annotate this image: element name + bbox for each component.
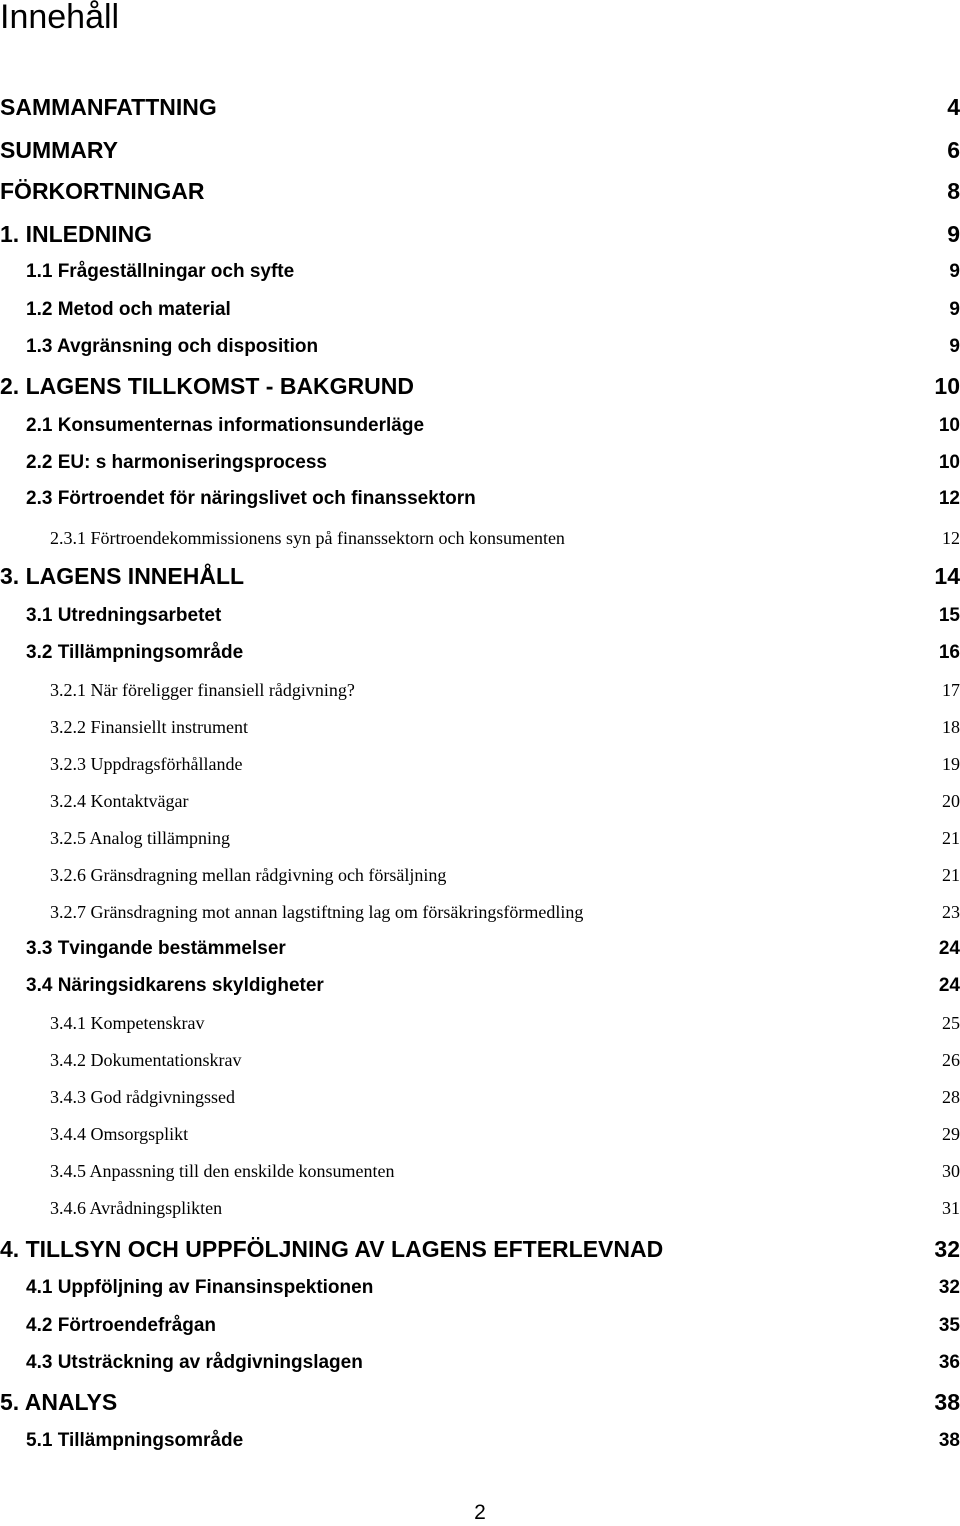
toc-entry-label: 2.1 Konsumenternas informationsunderläge (26, 415, 425, 436)
toc-entry-label: 3. LAGENS INNEHÅLL (0, 563, 245, 589)
toc-entry-label: 3.4.6 Avrådningsplikten (50, 1198, 223, 1218)
toc-entry-label: 5. ANALYS (0, 1389, 118, 1415)
toc-entry-label: 2.3 Förtroendet för näringslivet och finanssektorn (26, 488, 476, 509)
toc-entry-label: 3.4.4 Omsorgsplikt (50, 1124, 189, 1144)
toc-entry[interactable] (50, 900, 960, 924)
toc-entry[interactable] (50, 1122, 960, 1146)
toc-entry-label: 4. TILLSYN OCH UPPFÖLJNING AV LAGENS EFTERLEVNAD (0, 1236, 664, 1262)
toc-entry-label: 4.1 Uppföljning av Finansinspektionen (26, 1277, 374, 1298)
toc-entry[interactable] (50, 1196, 960, 1220)
toc-entry[interactable] (50, 826, 960, 850)
toc-entry-label: 3.2.7 Gränsdragning mot annan lagstiftning lag om försäkringsförmedling (50, 902, 584, 922)
toc-entry-label: 3.4.1 Kompetenskrav (50, 1013, 205, 1033)
toc-entry-page: 38 (934, 1389, 960, 1415)
toc-entry-label: 3.2.2 Finansiellt instrument (50, 717, 248, 737)
toc-entry[interactable] (50, 526, 960, 550)
toc-entry-page: 28 (942, 1087, 960, 1107)
toc-entry-label: 3.1 Utredningsarbetet (26, 605, 222, 626)
toc-entry-label: SUMMARY (0, 137, 118, 163)
toc-entry[interactable] (50, 752, 960, 776)
toc-entry-page: 16 (938, 642, 960, 663)
toc-entry[interactable] (26, 1313, 960, 1339)
toc-entry[interactable] (0, 176, 960, 206)
toc-entry-label: 2.2 EU: s harmoniseringsprocess (26, 452, 327, 473)
toc-entry[interactable] (0, 1234, 960, 1264)
toc-entry-page: 12 (938, 488, 960, 509)
toc-entry-label: 3.4.5 Anpassning till den enskilde konsumenten (50, 1161, 395, 1181)
toc-entry[interactable] (0, 561, 960, 591)
toc-entry-page: 10 (938, 415, 960, 436)
toc-entry-label: 3.2 Tillämpningsområde (26, 642, 244, 663)
toc-entry[interactable] (50, 789, 960, 813)
toc-entry-label: 1.2 Metod och material (26, 299, 231, 320)
toc-entry-label: 3.2.4 Kontaktvägar (50, 791, 189, 811)
toc-entry-page: 6 (947, 137, 960, 163)
toc-entry-page: 29 (942, 1124, 960, 1144)
toc-entry-page: 15 (938, 605, 960, 626)
toc-entry-page: 14 (934, 563, 960, 589)
toc-entry-page: 21 (942, 828, 960, 848)
toc-entry[interactable] (26, 1275, 960, 1301)
toc-entry-label: FÖRKORTNINGAR (0, 178, 205, 204)
toc-entry[interactable] (0, 371, 960, 401)
toc-entry[interactable] (26, 1350, 960, 1376)
toc-entry-page: 24 (938, 938, 960, 959)
toc-entry-page: 8 (947, 178, 960, 204)
toc-entry-label: 3.2.5 Analog tillämpning (50, 828, 230, 848)
toc-entry-page: 9 (949, 299, 960, 320)
toc-entry-page: 4 (947, 94, 960, 120)
toc-entry-page: 35 (938, 1315, 960, 1336)
toc-entry-page: 10 (938, 452, 960, 473)
toc-entry-page: 17 (942, 680, 960, 700)
page-title: Innehåll (0, 0, 120, 36)
toc-entry-page: 23 (942, 902, 960, 922)
toc-entry[interactable] (50, 1159, 960, 1183)
toc-entry[interactable] (50, 1048, 960, 1072)
toc-entry-page: 25 (942, 1013, 960, 1033)
toc-entry[interactable] (50, 1011, 960, 1035)
toc-entry-label: 1.1 Frågeställningar och syfte (26, 261, 295, 282)
page-number: 2 (474, 1501, 486, 1524)
toc-entry-page: 9 (949, 336, 960, 357)
toc-entry[interactable] (50, 715, 960, 739)
toc-entry-label: 3.4.3 God rådgivningssed (50, 1087, 235, 1107)
toc-entry-label: 3.3 Tvingande bestämmelser (26, 938, 286, 959)
toc-entry-page: 10 (934, 373, 960, 399)
toc-entry[interactable] (26, 334, 960, 360)
toc-entry[interactable] (26, 259, 960, 285)
toc-entry-label: 1.3 Avgränsning och disposition (26, 336, 319, 357)
toc-entry[interactable] (0, 92, 960, 122)
toc-entry[interactable] (50, 678, 960, 702)
toc-entry-label: 2.3.1 Förtroendekommissionens syn på finanssektorn och konsumenten (50, 528, 565, 548)
toc-entry-page: 9 (949, 261, 960, 282)
toc-entry[interactable] (26, 603, 960, 629)
toc-entry-page: 36 (938, 1352, 960, 1373)
toc-entry[interactable] (26, 413, 960, 439)
toc-entry[interactable] (26, 486, 960, 512)
toc-entry[interactable] (0, 135, 960, 165)
toc-entry-page: 32 (938, 1277, 960, 1298)
toc-entry-page: 26 (942, 1050, 960, 1070)
toc-entry[interactable] (0, 1387, 960, 1417)
toc-entry-label: 3.4 Näringsidkarens skyldigheter (26, 975, 324, 996)
toc-entry-label: 4.2 Förtroendefrågan (26, 1315, 217, 1336)
toc-entry-label: 2. LAGENS TILLKOMST - BAKGRUND (0, 373, 414, 399)
toc-entry-page: 19 (942, 754, 960, 774)
toc-entry-page: 32 (934, 1236, 960, 1262)
toc-entry-label: SAMMANFATTNING (0, 94, 217, 120)
toc-entry[interactable] (26, 450, 960, 476)
toc-entry-label: 5.1 Tillämpningsområde (26, 1430, 244, 1451)
toc-entry-label: 3.4.2 Dokumentationskrav (50, 1050, 242, 1070)
toc-entry-page: 20 (942, 791, 960, 811)
toc-entry-page: 9 (947, 221, 960, 247)
toc-entry-label: 3.2.3 Uppdragsförhållande (50, 754, 243, 774)
toc-entry-page: 31 (942, 1198, 960, 1218)
toc-entry[interactable] (26, 936, 960, 962)
toc-entry-label: 3.2.1 När föreligger finansiell rådgivning? (50, 680, 355, 700)
toc-entry-page: 12 (942, 528, 960, 548)
toc-entry[interactable] (26, 973, 960, 999)
toc-entry[interactable] (50, 863, 960, 887)
toc-entry-page: 21 (942, 865, 960, 885)
toc-entry-page: 38 (938, 1430, 960, 1451)
toc-entry[interactable] (0, 219, 960, 249)
toc-entry-page: 24 (938, 975, 960, 996)
toc-entry[interactable] (26, 640, 960, 666)
toc-entry[interactable] (26, 1428, 960, 1454)
toc-entry[interactable] (50, 1085, 960, 1109)
toc-entry-label: 1. INLEDNING (0, 221, 153, 247)
toc-entry-page: 30 (942, 1161, 960, 1181)
toc-entry-page: 18 (942, 717, 960, 737)
toc-entry[interactable] (26, 297, 960, 323)
toc-entry-label: 3.2.6 Gränsdragning mellan rådgivning och försäljning (50, 865, 447, 885)
toc-entry-label: 4.3 Utsträckning av rådgivningslagen (26, 1352, 363, 1373)
